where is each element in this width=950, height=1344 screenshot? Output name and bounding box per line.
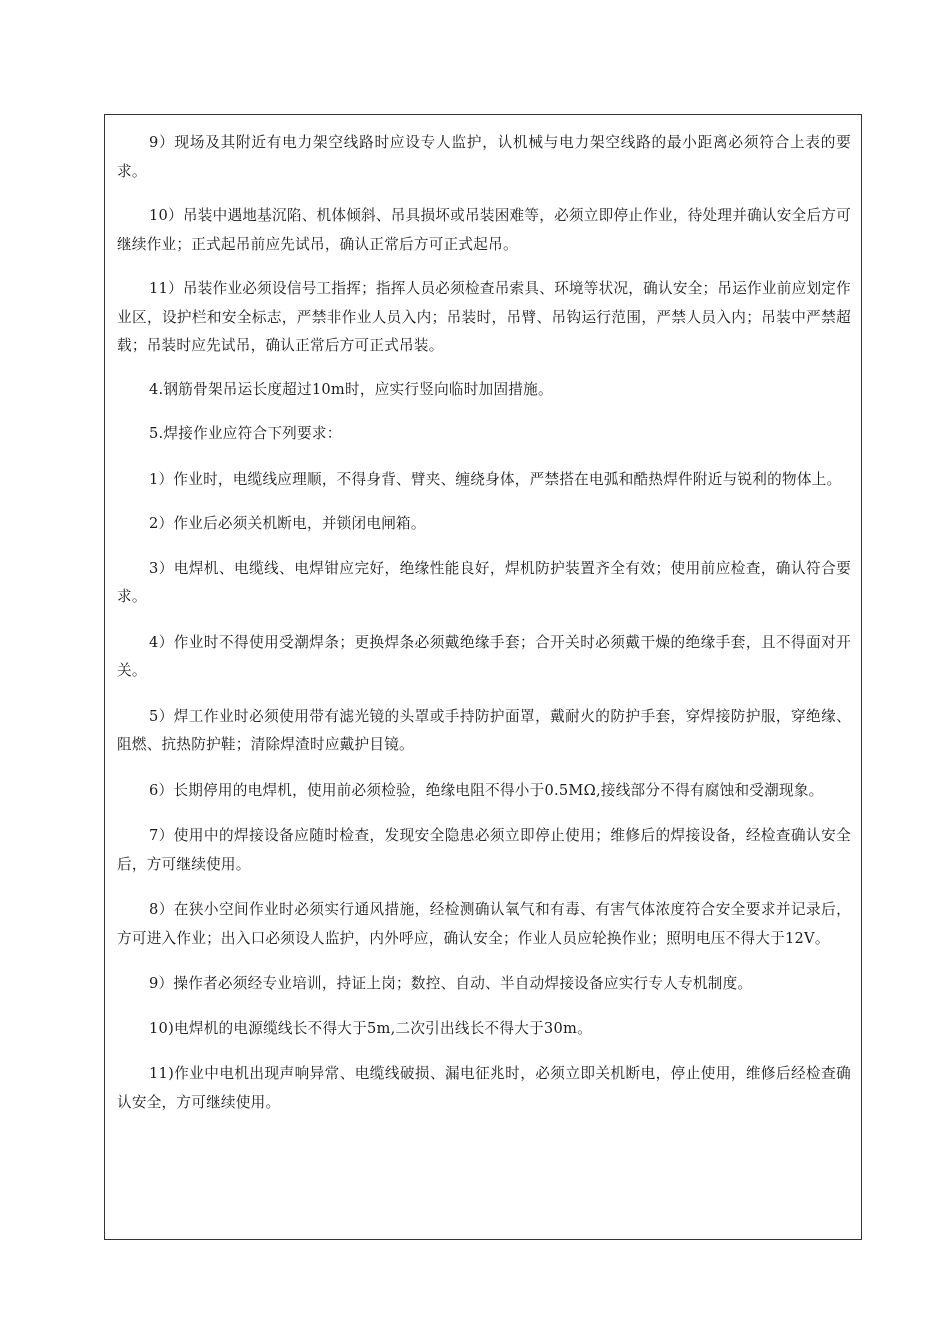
paragraph-welding-11: 11)作业中电机出现声响异常、电缆线破损、漏电征兆时，必须立即关机断电，停止使用，维修后经检查确认安全，方可继续使用。	[117, 1065, 851, 1111]
paragraph-crane-10: 10）吊装中遇地基沉陷、机体倾斜、吊具损坏或吊装困难等，必须立即停止作业，待处理并确认安全后方可继续作业；正式起吊前应先试吊，确认正常后方可正式起吊。	[117, 207, 851, 253]
document-table-frame	[104, 114, 862, 1240]
paragraph-crane-9: 9）现场及其附近有电力架空线路时应设专人监护，认机械与电力架空线路的最小距离必须符合上表的要求。	[117, 134, 851, 180]
paragraph-crane-11: 11）吊装作业必须设信号工指挥；指挥人员必须检查吊索具、环境等状况，确认安全；吊运作业前应划定作业区，设护栏和安全标志，严禁非作业人员入内；吊装时，吊臂、吊钩运行范围，严禁人员入内；吊装中严禁超载；吊装时应先试吊，确认正常后方可正式吊装。	[117, 280, 851, 354]
paragraph-welding-3: 3）电焊机、电缆线、电焊钳应完好，绝缘性能良好，焊机防护装置齐全有效；使用前应检查，确认符合要求。	[117, 559, 851, 605]
paragraph-welding-6: 6）长期停用的电焊机，使用前必须检验，绝缘电阻不得小于0.5MΩ,接线部分不得有腐蚀和受潮现象。	[149, 781, 824, 799]
paragraph-section-5: 5.焊接作业应符合下列要求：	[149, 425, 342, 442]
paragraph-welding-8: 8）在狭小空间作业时必须实行通风措施，经检测确认氧气和有毒、有害气体浓度符合安全要求并记录后，方可进入作业；出入口必须设人监护，内外呼应，确认安全；作业人员应轮换作业；照明电压不得大于12V。	[117, 901, 851, 947]
paragraph-welding-4: 4）作业时不得使用受潮焊条；更换焊条必须戴绝缘手套；合开关时必须戴干燥的绝缘手套，且不得面对开关。	[117, 633, 851, 679]
paragraph-welding-10: 10)电焊机的电源缆线长不得大于5m,二次引出线长不得大于30m。	[149, 1019, 592, 1037]
paragraph-welding-1: 1）作业时，电缆线应理顺，不得身背、臂夹、缠绕身体，严禁搭在电弧和酷热焊件附近与锐利的物体上。	[149, 470, 842, 488]
document-body	[117, 129, 851, 1117]
paragraph-welding-9: 9）操作者必须经专业培训，持证上岗；数控、自动、半自动焊接设备应实行专人专机制度。	[149, 975, 753, 992]
paragraph-welding-2: 2）作业后必须关机断电，并锁闭电闸箱。	[149, 515, 426, 532]
paragraph-welding-5: 5）焊工作业时必须使用带有滤光镜的头罩或手持防护面罩，戴耐火的防护手套，穿焊接防护服，穿绝缘、阻燃、抗热防护鞋；清除焊渣时应戴护目镜。	[117, 707, 851, 753]
paragraph-welding-7: 7）使用中的焊接设备应随时检查，发现安全隐患必须立即停止使用；维修后的焊接设备，经检查确认安全后，方可继续使用。	[117, 827, 851, 873]
paragraph-section-4: 4.钢筋骨架吊运长度超过10m时，应实行竖向临时加固措施。	[149, 380, 553, 398]
